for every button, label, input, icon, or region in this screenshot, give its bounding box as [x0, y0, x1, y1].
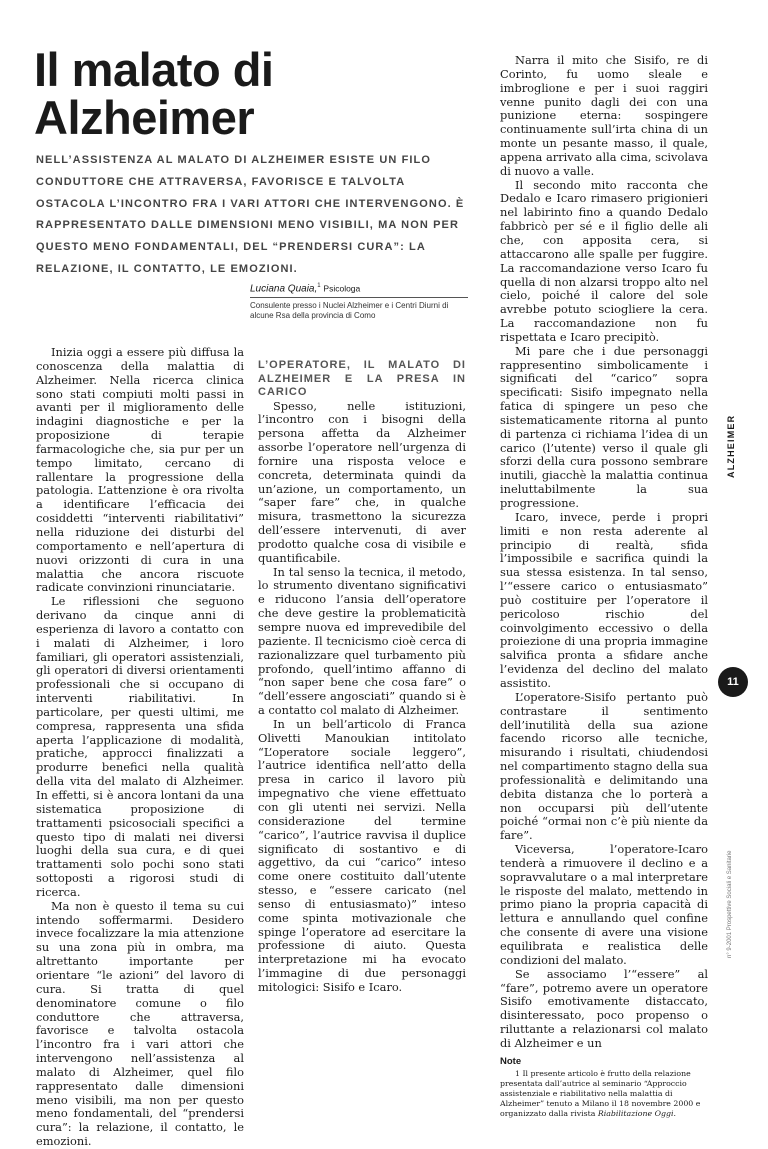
author-note-mark: 1	[317, 283, 321, 289]
title-line-1: Il malato di	[34, 43, 274, 96]
copyright-line: n° 9-2001 Prospettive Sociali e Sanitarie	[727, 850, 733, 958]
footnote-text: 1 Il presente articolo è frutto della relazione presentata dall’autrice al seminario “Approccio assistenziale e riabilitativo nella malattia di Alzheimer” tenuto a Milano il 18 novembre 2000 e organizzato dalla rivista	[500, 1068, 701, 1118]
section-heading: L’OPERATORE, IL MALATO DI ALZHEIMER E LA PRESA IN CARICO	[258, 359, 466, 398]
section-label: ALZHEIMER	[726, 414, 736, 478]
footnote	[500, 1069, 708, 1119]
body-paragraph: Icaro, invece, perde i propri limiti e non resta aderente al principio di realtà, sfida l’impossibile e sacrifica quindi la sua stessa esistenza. In tal senso, l’“essere carico o entusiasmato” può costituire per l’operatore il pericoloso rischio del coinvolgimento eccessivo o della proiezione di una propria immagine salvifica pronta a sfidare anche l’evidenza del declino del malato assistito.	[500, 509, 708, 690]
body-paragraph: Il secondo mito racconta che Dedalo e Icaro rimasero prigionieri nel labirinto fino a quando Dedalo fabbricò per sé e il figlio delle ali che, con apposita cera, si attaccarono alle spalle per fuggire. La raccomandazione verso Icaro fu quella di non alzarsi troppo alto nel cielo, poiché il calore del sole avrebbe potuto sciogliere la cera. La raccomandazione non fu rispettata e Icaro precipitò.	[500, 177, 708, 344]
body-paragraph: Se associamo l’“essere” al “fare”, potremo avere un operatore Sisifo emotivamente distaccato, disinteressato, poco propenso o riluttante a relazionarsi col malato di Alzheimer e un	[500, 966, 708, 1050]
author-divider	[250, 297, 468, 298]
column-3	[500, 54, 708, 1119]
body-paragraph: Le riflessioni che seguono derivano da cinque anni di esperienza di lavoro a contatto con i malati di Alzheimer, i loro familiari, gli operatori assistenziali, gli operatori di diversi orientamenti professionali che si occupano di interventi riabilitativi. In particolare, per questi ultimi, me compresa, rappresenta una sfida aperta l’applicazione di modalità, pratiche, approcci finalizzati a produrre benefici nella qualità della vita del malato di Alzheimer. In effetti, si è ancora lontani da una sistematica proposizione di trattamenti psicosociali specifici a questo tipo di malati nei diversi luoghi della sua cura, e di quei trattamenti solo pochi sono stati sottoposti a rigorosi studi di ricerca.	[36, 594, 244, 899]
author-name: Luciana Quaia,	[250, 283, 318, 295]
article-title	[34, 43, 274, 144]
body-paragraph: Ma non è questo il tema su cui intendo soffermarmi. Desidero invece focalizzare la mia attenzione su una zona più in ombra, ma altrettanto importante per orientare “le azioni” del lavoro di cura. Si tratta di quel denominatore comune o filo conduttore che attraversa, favorisce e talvolta ostacola l’incontro fra i vari attori che intervengono nell’assistenza al malato di Alzheimer, quel filo rappresentato dalle dimensioni meno visibili, ma non per questo meno fondamentali, del “prendersi cura”: la relazione, il contatto, le emozioni.	[36, 898, 244, 1149]
author-line	[250, 280, 470, 295]
column-1	[36, 346, 244, 1149]
column-2	[258, 346, 466, 995]
body-paragraph: Spesso, nelle istituzioni, l’incontro con i bisogni della persona affetta da Alzheimer assorbe l’operatore nell’urgenza di fornire una risposta veloce e concreta, determinata quindi da un’azione, un comportamento, un “saper fare” che, in qualche misura, trasmettono la sicurezza dell’essere intervenuti, di aver prodotto qualche cosa di visibile e quantificabile.	[258, 398, 466, 565]
body-paragraph: Inizia oggi a essere più diffusa la conoscenza della malattia di Alzheimer. Nella ricerca clinica sono stati compiuti molti passi in avanti per il miglioramento delle indagini diagnostiche e per la proposizione di terapie farmacologiche che, sia pur per un tempo limitato, cercano di rallentare la progressione della patologia. L’attenzione è ora rivolta a identificare l’efficacia dei cosiddetti “interventi riabilitativi” nella riduzione dei disturbi del comportamento e nell’apertura di nuovi orizzonti di cura in una malattia che ancora riscuote radicate convinzioni rinunciatarie.	[36, 345, 244, 595]
article-lead: NELL’ASSISTENZA AL MALATO DI ALZHEIMER ESISTE UN FILO CONDUTTORE CHE ATTRAVERSA, FAVORISCE E TALVOLTA OSTACOLA L’INCONTRO FRA I VARI ATTORI CHE INTERVENGONO. È RAPPRESENTATO DALLE DIMENSIONI MENO VISIBILI, MA NON PER QUESTO MENO FONDAMENTALI, DEL “PRENDERSI CURA”: LA RELAZIONE, IL CONTATTO, LE EMOZIONI.	[36, 154, 465, 275]
footnote-journal: Riabilitazione Oggi	[597, 1108, 674, 1118]
author-affiliation: Consulente presso i Nuclei Alzheimer e i Centri Diurni di alcune Rsa della provincia di Como	[250, 301, 449, 321]
body-paragraph: Narra il mito che Sisifo, re di Corinto, fu uomo sleale e imbroglione e per i suoi raggiri venne punito dagli dei con una punizione eterna: sospingere continuamente sull’irta china di un monte un pesante masso, il quale, appena arrivato alla cima, scivolava di nuovo a valle.	[500, 53, 708, 178]
body-paragraph: In tal senso la tecnica, il metodo, lo strumento diventano significativi e riducono l’ansia dell’operatore che deve gestire la problematicità sempre nuova ed imprevedibile del paziente. Il tecnicismo cioè cerca di razionalizzare quel turbamento più profondo, quell’intimo affanno di “non saper bene che cosa fare” o “dell’essere angosciati” quando si è a contatto col malato di Alzheimer.	[258, 564, 466, 718]
body-paragraph: Mi pare che i due personaggi rappresentino simbolicamente i significati del “carico” sopra specificati: Sisifo impegnato nella fatica di spingere un peso che sistematicamente ritorna al punto di partenza ci richiama l’idea di un carico (l’utente) verso il quale gli sforzi della cura possono sembrare inutili, giacchè la malattia continua ineluttabilmente la sua progressione.	[500, 343, 708, 510]
body-paragraph: In un bell’articolo di Franca Olivetti Manoukian intitolato “L’operatore sociale leggero”, l’autrice identifica nell’atto della presa in carico il lavoro più impegnativo che viene effettuato con gli utenti nei servizi. Nella considerazione del termine “carico”, l’autrice ravvisa il duplice significato di sostantivo e di aggettivo, da cui “carico” inteso come onere costituito dall’utente stesso, e “essere caricato (nel senso di entusiasmato)” inteso come spinta motivazionale che spinge l’operatore ad esercitare la professione di aiuto. Questa interpretazione mi ha evocato l’immagine di due personaggi mitologici: Sisifo e Icaro.	[258, 716, 466, 994]
author-role: Psicologa	[323, 283, 361, 294]
body-paragraph: L’operatore-Sisifo pertanto può contrastare il sentimento dell’inutilità della sua azione facendo ricorso alle tecniche, misurando i risultati, chiudendosi nel compartimento stagno della sua professionalità e delimitando una debita distanza che lo porterà a non occuparsi più dell’utente poiché “ormai non c’è più niente da fare”.	[500, 689, 708, 843]
page-number: 11	[718, 667, 748, 697]
title-line-2: Alzheimer	[34, 91, 255, 144]
footnote-end: .	[673, 1108, 676, 1118]
body-paragraph: Viceversa, l’operatore-Icaro tenderà a rimuovere il declino e a sopravvalutare o a mal interpretare le risposte del malato, mettendo in primo piano la propria capacità di lettura e annullando quel confine che consente di avere una visione equilibrata e realistica delle condizioni del malato.	[500, 842, 708, 967]
author-block	[250, 280, 470, 321]
notes-title: Note	[500, 1055, 522, 1067]
